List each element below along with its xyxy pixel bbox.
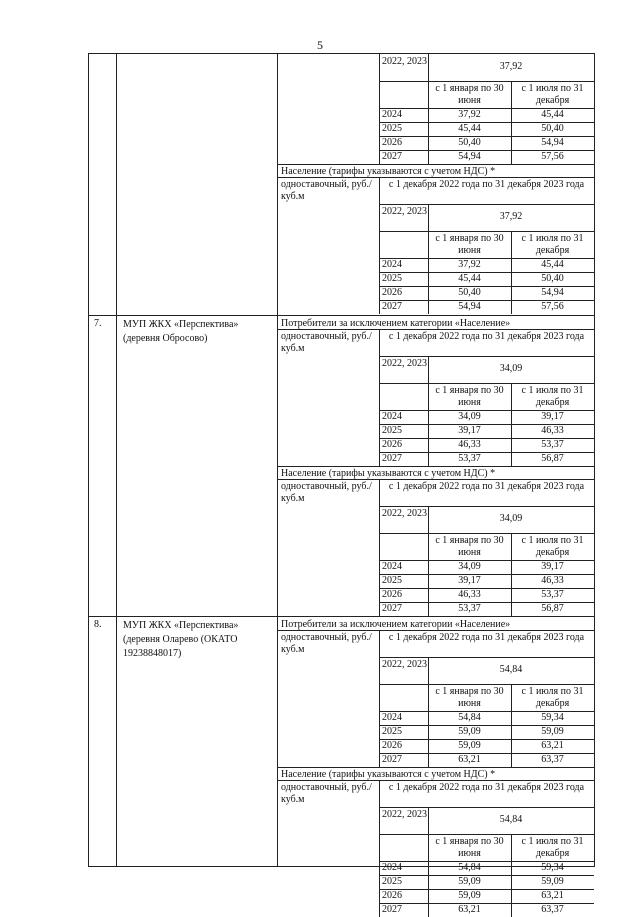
page-number: 5 — [317, 38, 323, 52]
base-year: 2022, 2023 — [382, 508, 427, 519]
tariff-unit: одноставочный, руб./куб.м — [281, 481, 372, 504]
tariff-unit: одноставочный, руб./куб.м — [281, 179, 372, 202]
tariff-year: 2024 — [382, 712, 402, 723]
base-year: 2022, 2023 — [382, 809, 427, 820]
tariff-year: 2026 — [382, 890, 402, 901]
tariff-value-h1: 59,09 — [458, 890, 481, 901]
base-tariff-value: 54,84 — [499, 664, 523, 675]
tariff-unit: одноставочный, руб./куб.м — [281, 331, 372, 354]
row-divider — [379, 657, 594, 658]
tariff-year: 2026 — [382, 439, 402, 450]
half-year-1-header: с 1 января по 30 июня — [435, 686, 504, 709]
tariff-year: 2025 — [382, 425, 402, 436]
organization-name: МУП ЖКХ «Перспектива» (деревня Оларево (ОКАТО 19238848017) — [123, 620, 239, 659]
tariff-value-h2: 50,40 — [541, 273, 564, 284]
tariff-year: 2027 — [382, 151, 402, 162]
base-tariff-value: 37,92 — [499, 211, 523, 222]
tariff-value-h2: 56,87 — [541, 603, 564, 614]
tariff-value-h2: 63,21 — [541, 890, 564, 901]
tariff-value-h1: 46,33 — [458, 439, 481, 450]
cell-divider — [379, 329, 380, 466]
cell-divider — [379, 780, 380, 917]
base-tariff-value: 34,09 — [499, 513, 523, 524]
tariff-year: 2025 — [382, 726, 402, 737]
tariff-value-h1: 54,94 — [458, 151, 481, 162]
row-divider — [379, 807, 594, 808]
tariff-value-h2: 59,34 — [541, 862, 564, 873]
tariff-year: 2026 — [382, 589, 402, 600]
half-year-2-header: с 1 июля по 31 декабря — [521, 83, 584, 106]
validity-period: с 1 декабря 2022 года по 31 декабря 2023 года — [388, 632, 585, 643]
tariff-value-h2: 53,37 — [541, 439, 564, 450]
group-header: Потребители за исключением категории «Население» — [281, 318, 511, 329]
tariff-value-h1: 34,09 — [458, 561, 481, 572]
tariff-value-h2: 46,33 — [541, 575, 564, 586]
row-divider — [379, 356, 594, 357]
row-divider — [379, 383, 594, 384]
tariff-value-h2: 63,21 — [541, 740, 564, 751]
tariff-value-h1: 54,84 — [458, 862, 481, 873]
row-divider — [278, 479, 594, 480]
tariff-year: 2027 — [382, 904, 402, 915]
row-divider — [379, 81, 594, 82]
base-tariff-value: 54,84 — [499, 814, 523, 825]
tariff-year: 2024 — [382, 561, 402, 572]
tariff-table — [88, 53, 595, 915]
base-tariff-value: 37,92 — [499, 61, 523, 72]
tariff-year: 2027 — [382, 603, 402, 614]
validity-period: с 1 декабря 2022 года по 31 декабря 2023 года — [388, 481, 585, 492]
tariff-value-h1: 34,09 — [458, 411, 481, 422]
tariff-value-h1: 50,40 — [458, 137, 481, 148]
tariff-value-h2: 39,17 — [541, 561, 564, 572]
base-year: 2022, 2023 — [382, 56, 427, 67]
validity-period: с 1 декабря 2022 года по 31 декабря 2023 года — [388, 179, 585, 190]
group-header: Население (тарифы указываются с учетом НДС) * — [281, 769, 496, 780]
tariff-year: 2024 — [382, 411, 402, 422]
organization-name: МУП ЖКХ «Перспектива» (деревня Обросово) — [123, 319, 239, 344]
group-header: Население (тарифы указываются с учетом НДС) * — [281, 166, 496, 177]
tariff-value-h2: 63,37 — [541, 754, 564, 765]
tariff-value-h1: 63,21 — [458, 904, 481, 915]
tariff-value-h2: 57,56 — [541, 151, 564, 162]
tariff-value-h2: 54,94 — [541, 287, 564, 298]
tariff-year: 2027 — [382, 453, 402, 464]
tariff-value-h2: 57,56 — [541, 301, 564, 312]
tariff-value-h1: 63,21 — [458, 754, 481, 765]
half-year-1-header: с 1 января по 30 июня — [435, 385, 504, 408]
tariff-value-h1: 37,92 — [458, 259, 481, 270]
validity-period: с 1 декабря 2022 года по 31 декабря 2023 года — [388, 782, 585, 793]
tariff-value-h2: 45,44 — [541, 259, 564, 270]
row-divider — [379, 506, 594, 507]
validity-period: с 1 декабря 2022 года по 31 декабря 2023 года — [388, 331, 585, 342]
tariff-value-h1: 53,37 — [458, 453, 481, 464]
tariff-year: 2025 — [382, 575, 402, 586]
row-divider — [278, 780, 594, 781]
tariff-value-h2: 59,09 — [541, 726, 564, 737]
tariff-unit: одноставочный, руб./куб.м — [281, 632, 372, 655]
tariff-value-h2: 53,37 — [541, 589, 564, 600]
row-divider — [379, 231, 594, 232]
cell-divider — [379, 630, 380, 767]
half-year-2-header: с 1 июля по 31 декабря — [521, 535, 584, 558]
half-year-2-header: с 1 июля по 31 декабря — [521, 686, 584, 709]
base-year: 2022, 2023 — [382, 659, 427, 670]
tariff-value-h1: 54,94 — [458, 301, 481, 312]
row-divider — [379, 834, 594, 835]
row-divider — [278, 177, 594, 178]
half-year-1-header: с 1 января по 30 июня — [435, 233, 504, 256]
tariff-block — [89, 54, 594, 314]
half-year-2-header: с 1 июля по 31 декабря — [521, 836, 584, 859]
row-divider — [278, 630, 594, 631]
tariff-value-h1: 46,33 — [458, 589, 481, 600]
tariff-value-h2: 45,44 — [541, 109, 564, 120]
row-divider — [379, 204, 594, 205]
tariff-year: 2025 — [382, 123, 402, 134]
tariff-block — [89, 315, 594, 616]
tariff-value-h1: 45,44 — [458, 273, 481, 284]
tariff-value-h2: 46,33 — [541, 425, 564, 436]
half-year-1-header: с 1 января по 30 июня — [435, 836, 504, 859]
row-divider — [278, 329, 594, 330]
tariff-value-h1: 39,17 — [458, 425, 481, 436]
tariff-value-h2: 59,34 — [541, 712, 564, 723]
tariff-value-h1: 37,92 — [458, 109, 481, 120]
cell-divider — [379, 479, 380, 616]
tariff-year: 2025 — [382, 273, 402, 284]
tariff-value-h1: 45,44 — [458, 123, 481, 134]
tariff-year: 2024 — [382, 862, 402, 873]
tariff-year: 2025 — [382, 876, 402, 887]
base-tariff-value: 34,09 — [499, 363, 523, 374]
cell-divider — [379, 54, 380, 164]
row-divider — [379, 684, 594, 685]
row-divider — [379, 533, 594, 534]
group-header: Потребители за исключением категории «Население» — [281, 619, 511, 630]
tariff-year: 2027 — [382, 754, 402, 765]
base-year: 2022, 2023 — [382, 358, 427, 369]
half-year-2-header: с 1 июля по 31 декабря — [521, 233, 584, 256]
tariff-year: 2026 — [382, 287, 402, 298]
tariff-year: 2027 — [382, 301, 402, 312]
half-year-1-header: с 1 января по 30 июня — [435, 535, 504, 558]
tariff-value-h1: 53,37 — [458, 603, 481, 614]
group-header: Население (тарифы указываются с учетом НДС) * — [281, 468, 496, 479]
cell-divider — [379, 177, 380, 314]
row-number: 7. — [94, 318, 102, 329]
row-number: 8. — [94, 619, 102, 630]
tariff-year: 2026 — [382, 740, 402, 751]
tariff-value-h1: 39,17 — [458, 575, 481, 586]
base-year: 2022, 2023 — [382, 206, 427, 217]
tariff-unit: одноставочный, руб./куб.м — [281, 782, 372, 805]
half-year-1-header: с 1 января по 30 июня — [435, 83, 504, 106]
tariff-value-h2: 56,87 — [541, 453, 564, 464]
tariff-value-h2: 59,09 — [541, 876, 564, 887]
tariff-value-h1: 59,09 — [458, 726, 481, 737]
tariff-value-h2: 39,17 — [541, 411, 564, 422]
tariff-value-h2: 54,94 — [541, 137, 564, 148]
half-year-2-header: с 1 июля по 31 декабря — [521, 385, 584, 408]
tariff-value-h1: 59,09 — [458, 876, 481, 887]
tariff-value-h2: 50,40 — [541, 123, 564, 134]
tariff-year: 2026 — [382, 137, 402, 148]
tariff-year: 2024 — [382, 109, 402, 120]
tariff-value-h1: 54,84 — [458, 712, 481, 723]
tariff-value-h2: 63,37 — [541, 904, 564, 915]
tariff-block — [89, 616, 594, 917]
tariff-year: 2024 — [382, 259, 402, 270]
tariff-value-h1: 59,09 — [458, 740, 481, 751]
tariff-value-h1: 50,40 — [458, 287, 481, 298]
